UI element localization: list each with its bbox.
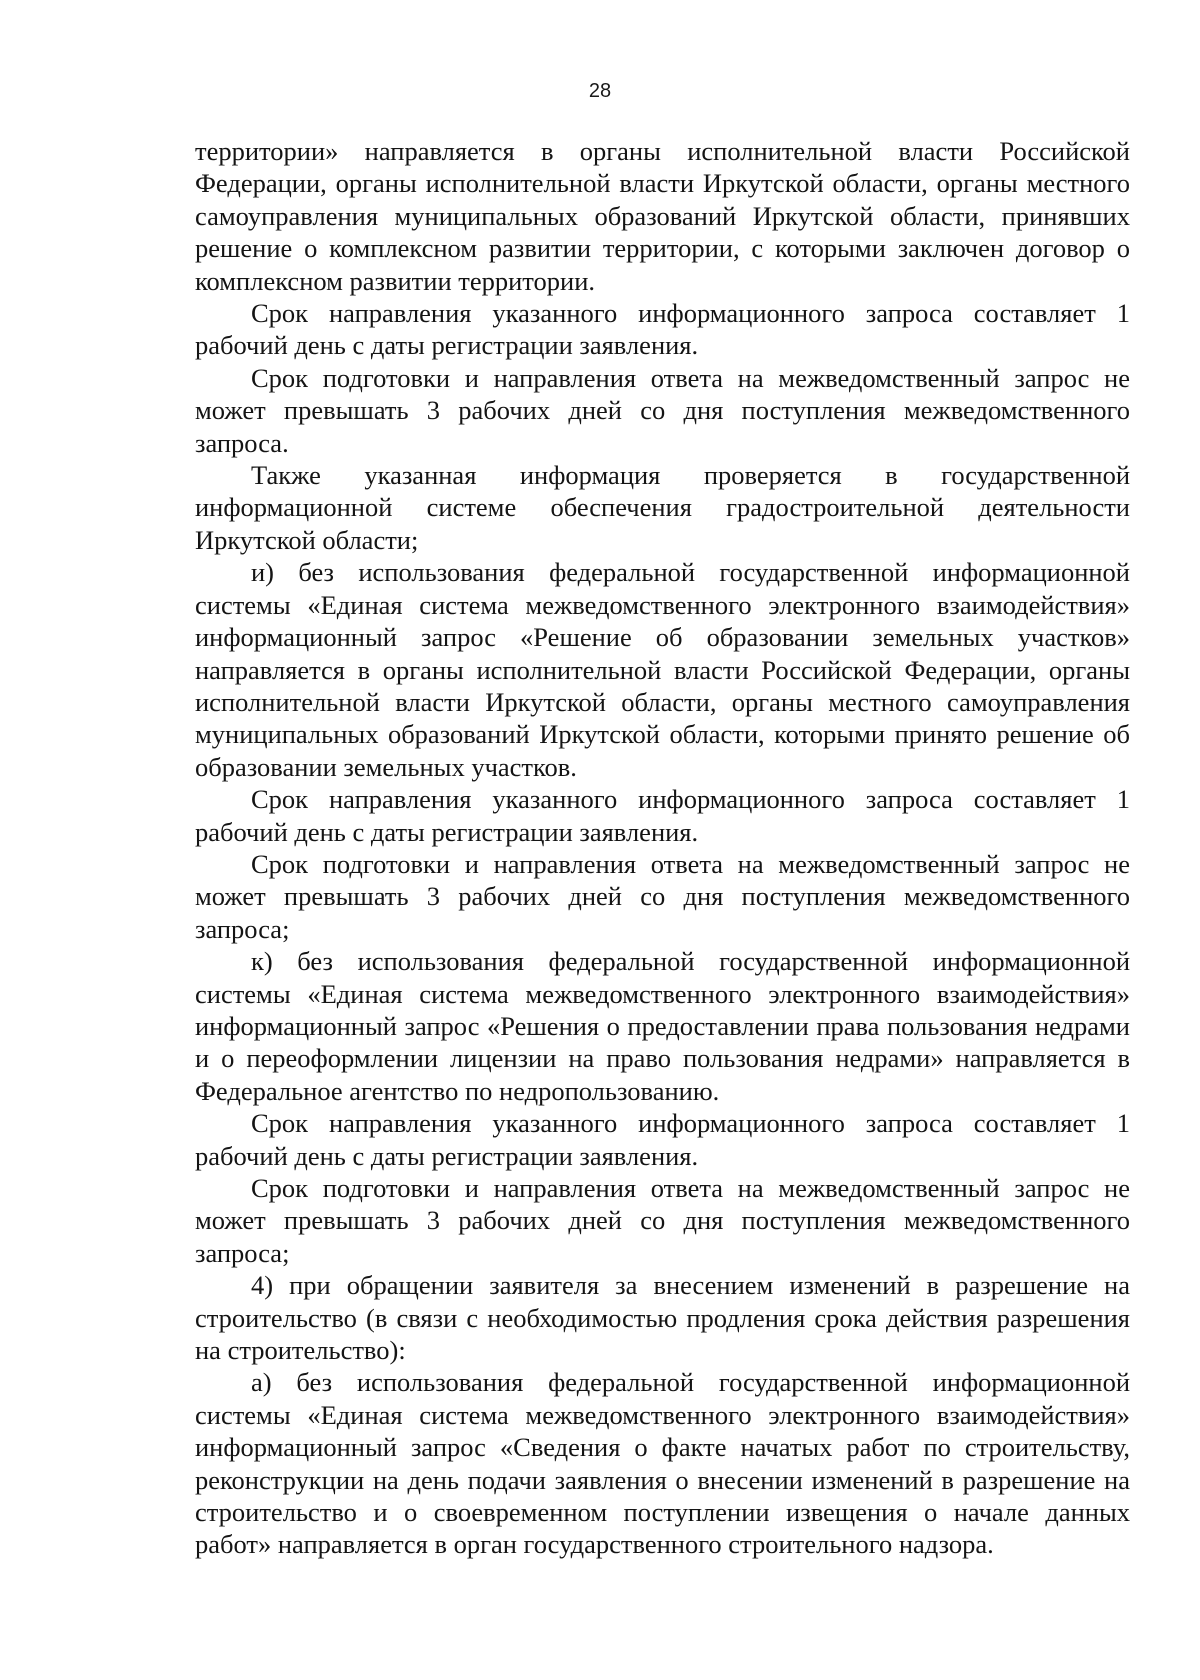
paragraph: Также указанная информация проверяется в государственной информационной системе обеспечения градостроительной деятельности Иркутской области; bbox=[195, 460, 1130, 555]
paragraph: Срок направления указанного информационного запроса составляет 1 рабочий день с даты регистрации заявления. bbox=[195, 298, 1130, 361]
paragraph: Срок подготовки и направления ответа на межведомственный запрос не может превышать 3 рабочих дней со дня поступления межведомственного запроса; bbox=[195, 848, 1130, 944]
document-body bbox=[195, 135, 1130, 1561]
paragraph-item-4: 4) при обращении заявителя за внесением изменений в разрешение на строительство (в связи с необходимостью продления срока действия разрешения на строительство): bbox=[195, 1270, 1130, 1366]
paragraph-item-a: а) без использования федеральной государственной информационной системы «Единая система межведомственного электронного взаимодействия» информационный запрос «Сведения о факте начатых работ по строительству, реконструкции на день подачи заявления о внесении изменений в разрешение на строительство и о своевременном поступлении извещения о начале данных работ» направляется в орган государственного строительного надзора. bbox=[195, 1367, 1130, 1560]
paragraph: Срок направления указанного информационного запроса составляет 1 рабочий день с даты регистрации заявления. bbox=[195, 1108, 1130, 1171]
page-number: 28 bbox=[588, 80, 612, 102]
paragraph-continuation: территории» направляется в органы исполнительной власти Российской Федерации, органы исполнительной власти Иркутской области, органы местного самоуправления муниципальных образований Иркутской области, принявших решение о комплексном развитии территории, с которыми заключен договор о комплексном развитии территории. bbox=[195, 136, 1130, 296]
paragraph-item-i: и) без использования федеральной государственной информационной системы «Единая система межведомственного электронного взаимодействия» информационный запрос «Решение об образовании земельных участков» направляется в органы исполнительной власти Российской Федерации, органы исполнительной власти Иркутской области, органы местного самоуправления муниципальных образований Иркутской области, которыми принято решение об образовании земельных участков. bbox=[195, 557, 1130, 782]
paragraph: Срок подготовки и направления ответа на межведомственный запрос не может превышать 3 рабочих дней со дня поступления межведомственного запроса; bbox=[195, 1173, 1130, 1268]
paragraph: Срок подготовки и направления ответа на межведомственный запрос не может превышать 3 рабочих дней со дня поступления межведомственного запроса. bbox=[195, 362, 1130, 458]
paragraph-item-k: к) без использования федеральной государственной информационной системы «Единая система межведомственного электронного взаимодействия» информационный запрос «Решения о предоставлении права пользования недрами и о переоформлении лицензии на право пользования недрами» направляется в Федеральное агентство по недропользованию. bbox=[195, 946, 1130, 1106]
paragraph: Срок направления указанного информационного запроса составляет 1 рабочий день с даты регистрации заявления. bbox=[195, 784, 1130, 847]
